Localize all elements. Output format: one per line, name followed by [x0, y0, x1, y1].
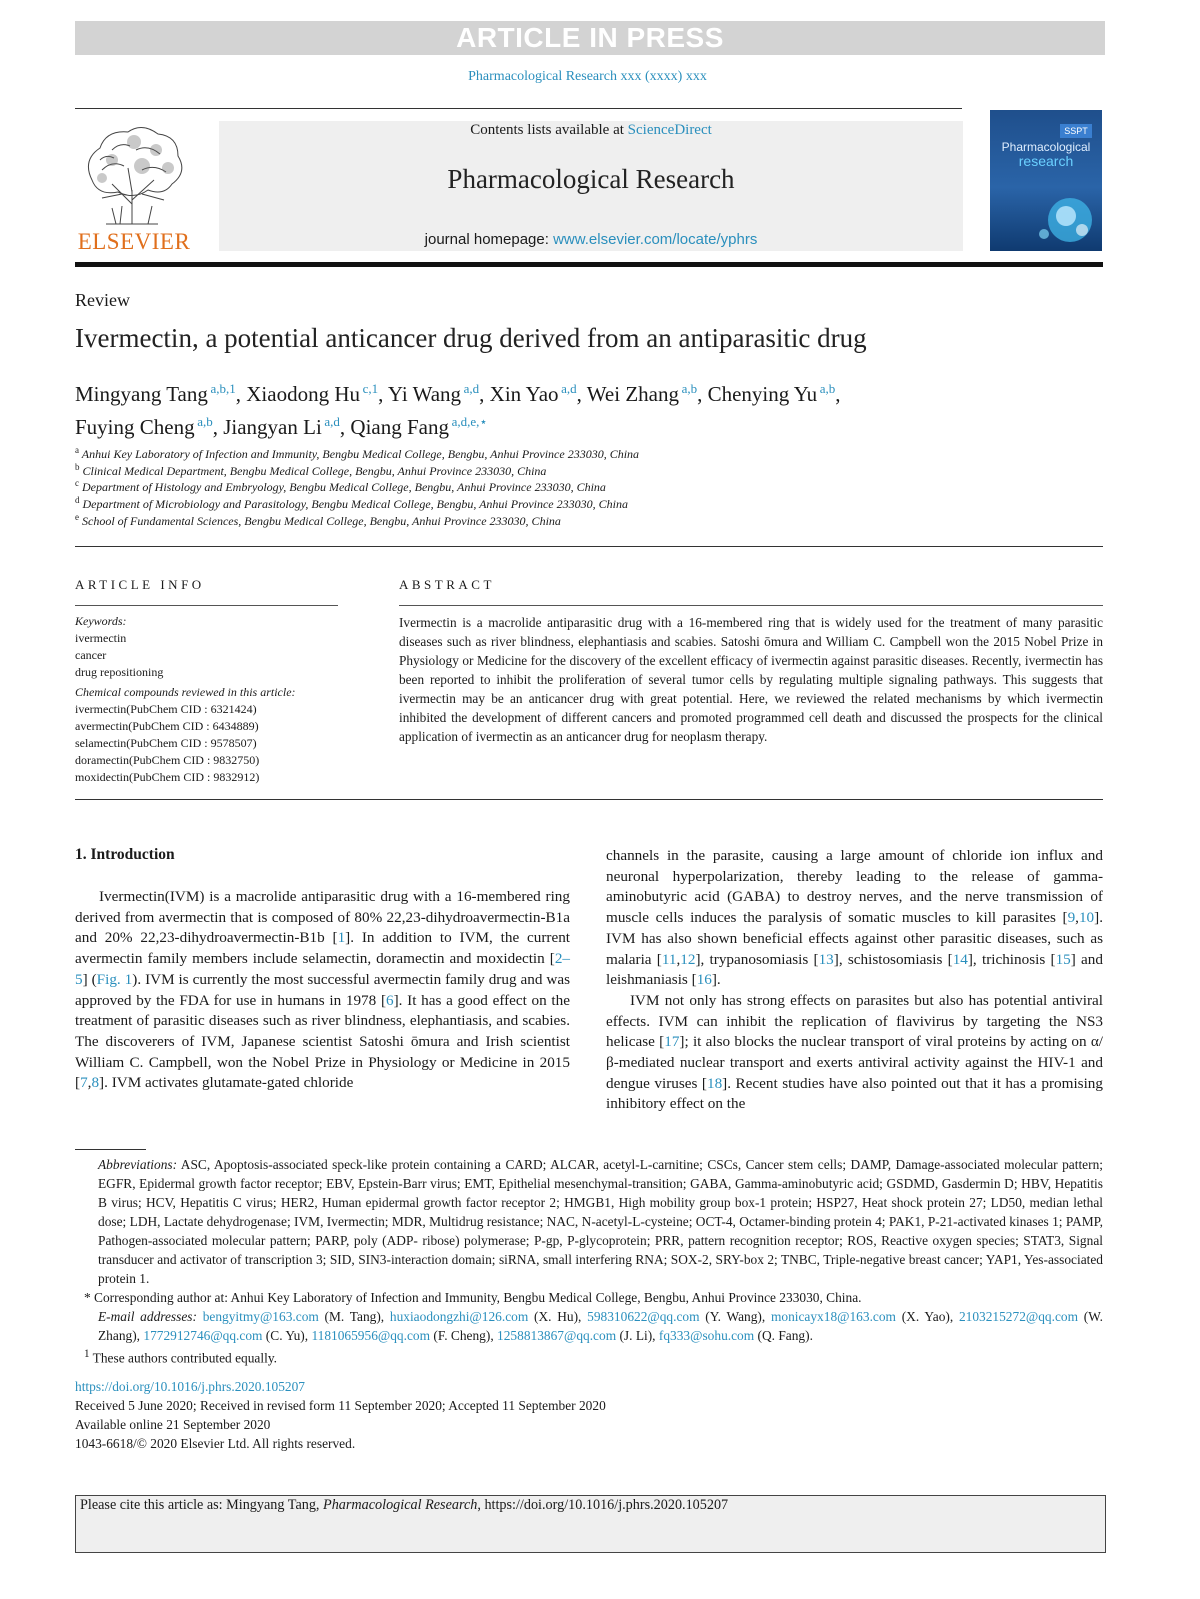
affiliation-key: c: [75, 478, 79, 488]
author-name[interactable]: Chenying Yu: [707, 382, 818, 406]
body-text: ], trichinosis [: [967, 950, 1056, 968]
body-text: ]. It has a good effect on the treatment of parasitic diseases such as river blindness, elephantiasis, and scabies. The discoverers of IVM, Japanese scientist Satoshi ōmura and Irish scientist William C. Campbell, won the Nobel Prize in Physiology or Medicine in 2015 [: [75, 991, 570, 1092]
cite-prefix: Please cite this article as: Mingyang Tang,: [80, 1497, 324, 1513]
header-rule: [75, 108, 962, 109]
journal-homepage-line: [219, 231, 963, 248]
body-text: ]. IVM has also shown beneficial effects against other parasitic diseases, such as malaria [: [606, 909, 1103, 968]
citation-link[interactable]: 15: [1055, 950, 1071, 968]
citation-link[interactable]: 2–5: [75, 950, 570, 988]
abstract-heading: ABSTRACT: [399, 577, 495, 592]
cover-molecule-art: [1030, 190, 1098, 246]
chemicals-label: Chemical compounds reviewed in this article:: [75, 685, 296, 699]
email-owner: (Q. Fang).: [754, 1328, 813, 1343]
author-affiliation-marks[interactable]: a,d: [461, 381, 480, 396]
chemical-compound: doramectin(PubChem CID : 9832750): [75, 753, 260, 767]
email-link[interactable]: 1181065956@qq.com: [311, 1328, 431, 1343]
contents-prefix: Contents lists available at: [470, 122, 628, 138]
email-link[interactable]: monicayx18@163.com: [770, 1309, 896, 1324]
sciencedirect-link[interactable]: ScienceDirect: [627, 122, 712, 138]
affiliation-key: a: [75, 445, 79, 455]
homepage-link[interactable]: www.elsevier.com/locate/yphrs: [553, 231, 758, 248]
body-text: ] and leishmaniasis [: [606, 950, 1103, 989]
footnotes: [75, 1155, 1103, 1367]
affiliation-e: [75, 512, 561, 529]
cite-suffix: , https://doi.org/10.1016/j.phrs.2020.105207: [477, 1497, 729, 1513]
affiliation-b: [75, 462, 546, 479]
body-text: ]. IVM activates glutamate-gated chloride: [99, 1074, 354, 1092]
homepage-prefix: journal homepage:: [424, 231, 554, 248]
received-dates: Received 5 June 2020; Received in revised form 11 September 2020; Accepted 11 September 2020: [75, 1398, 606, 1413]
keyword: cancer: [75, 648, 107, 662]
affiliation-text: Department of Microbiology and Parasitology, Bengbu Medical College, Bengbu, Anhui Province 233030, China: [82, 497, 628, 511]
body-text: ] (: [82, 970, 97, 988]
publication-info: [75, 1377, 606, 1453]
body-text: ]; it also blocks the nuclear transport of viral proteins by acting on α/β-mediated nuclear transport and exerts antiviral activity against the HIV-1 and dengue viruses [: [606, 1033, 1103, 1092]
affiliation-text: Department of Histology and Embryology, Bengbu Medical College, Bengbu, Anhui Province 233030, China: [82, 480, 606, 494]
affiliation-key: d: [75, 495, 80, 505]
publisher-name: ELSEVIER: [77, 229, 191, 254]
author-separator: ,: [697, 382, 708, 406]
citation-link[interactable]: 9: [1067, 909, 1076, 927]
email-owner: (X. Yao),: [895, 1309, 959, 1324]
author-affiliation-marks[interactable]: a,b: [678, 381, 698, 396]
citation-link[interactable]: 13: [818, 950, 834, 968]
contents-available-line: [219, 122, 963, 139]
equal-contribution-footnote: [75, 1345, 1103, 1367]
email-owner: (X. Hu),: [528, 1309, 588, 1324]
abstract-rule: [399, 605, 1103, 606]
email-owner: (M. Tang),: [318, 1309, 390, 1324]
cite-journal: Pharmacological Research: [323, 1497, 478, 1513]
doi-link[interactable]: https://doi.org/10.1016/j.phrs.2020.105207: [75, 1379, 306, 1394]
email-owner: (F. Cheng),: [430, 1328, 498, 1343]
affiliation-d: [75, 495, 628, 512]
citation-link[interactable]: 12: [680, 950, 696, 968]
author-name[interactable]: Yi Wang: [387, 382, 462, 406]
author-separator: ,: [339, 415, 351, 439]
keyword: ivermectin: [75, 631, 127, 645]
body-text: ,: [87, 1074, 92, 1092]
author-affiliation-marks[interactable]: a,b: [817, 381, 836, 396]
citation-box: [75, 1495, 1106, 1553]
intro-paragraph-1-continued: [606, 846, 1103, 991]
citation-link[interactable]: 16: [696, 971, 712, 989]
body-text: ], schistosomiasis [: [833, 950, 953, 968]
citation-link[interactable]: 17: [664, 1033, 680, 1051]
author-list: [75, 375, 1105, 441]
citation-link[interactable]: 6: [386, 991, 394, 1009]
citation-link[interactable]: 14: [952, 950, 968, 968]
chemical-compound: moxidectin(PubChem CID : 9832912): [75, 770, 260, 784]
affiliation-text: Anhui Key Laboratory of Infection and Immunity, Bengbu Medical College, Bengbu, Anhui Province 233030, China: [81, 447, 640, 461]
abstract-text: Ivermectin is a macrolide antiparasitic drug with a 16-membered ring that is widely used for the treatment of many parasitic diseases such as river blindness, elephantiasis and scabies. Satoshi ōmura and William C. Campbell won the 2015 Nobel Prize in Physiology or Medicine for the discovery of the excellent efficacy of ivermectin against parasitic diseases. Recently, ivermectin has been reported to inhibit the proliferation of several tumor cells by regulating multiple signaling pathways. This suggests that ivermectin may be an anticancer drug with great potential. Here, we reviewed the related mechanisms by which ivermectin inhibited the development of different cancers and promoted programmed cell death and discussed the prospects for the clinical application of ivermectin as an anticancer drug for neoplasm therapy.: [399, 615, 1103, 744]
body-text: Ivermectin(IVM) is a macrolide antiparasitic drug with a 16-membered ring derived from avermectin that is composed of 80% 22,23-dihydroavermectin-B1a and 20% 22,23-dihydroavermectin-B1b [: [75, 888, 570, 947]
author-name[interactable]: Xiaodong Hu: [246, 382, 361, 406]
affiliation-key: e: [75, 512, 79, 522]
chemical-compound: selamectin(PubChem CID : 9578507): [75, 736, 257, 750]
journal-title: Pharmacological Research: [447, 164, 735, 194]
citation-link[interactable]: 11: [661, 950, 677, 968]
author-affiliation-marks[interactable]: a,b,1: [207, 381, 236, 396]
author-name[interactable]: Jiangyan Li: [223, 415, 322, 439]
author-affiliation-marks[interactable]: a,d: [558, 381, 577, 396]
email-owner: (C. Yu),: [262, 1328, 312, 1343]
author-affiliation-marks[interactable]: a,b: [194, 414, 213, 429]
cover-title-line-2: research: [1018, 153, 1074, 169]
chemical-compound: avermectin(PubChem CID : 6434889): [75, 719, 259, 733]
footnote-rule: [75, 1149, 146, 1150]
affiliation-rule: [75, 546, 1103, 547]
email-label: E-mail addresses:: [98, 1309, 203, 1324]
affiliation-key: b: [75, 462, 80, 472]
email-link[interactable]: 598310622@qq.com: [587, 1309, 700, 1324]
email-link[interactable]: 2103215272@qq.com: [958, 1309, 1079, 1324]
author-separator: ,: [479, 382, 490, 406]
author-separator: ,: [378, 382, 388, 406]
article-title: Ivermectin, a potential anticancer drug derived from an antiparasitic drug: [75, 323, 867, 353]
article-in-press-banner: ARTICLE IN PRESS: [75, 21, 1105, 55]
header-thick-rule: [75, 262, 1103, 267]
author-separator: ,: [835, 382, 841, 406]
journal-reference[interactable]: Pharmacological Research xxx (xxxx) xxx: [468, 69, 707, 84]
body-text: channels in the parasite, causing a large amount of chloride ion influx and neuronal hyperpolarization, thereby leading to the release of gamma-aminobutyric acid (GABA) to destroy nerves, and the nerve transmission of muscle cells induces the paralysis of somatic muscles to kill parasites [: [606, 847, 1103, 927]
author-name[interactable]: Wei Zhang: [586, 382, 679, 406]
body-text: ]. In addition to IVM, the current avermectin family members include selamectin, doramectin and moxidectin [: [75, 929, 571, 968]
available-online: Available online 21 September 2020: [75, 1417, 271, 1432]
abbreviations-label: Abbreviations:: [98, 1157, 178, 1172]
author-affiliation-marks[interactable]: a,d: [321, 414, 340, 429]
email-owner: (W. Zhang),: [98, 1309, 1103, 1343]
cover-badge: SSPT: [1060, 124, 1092, 138]
author-separator: ,: [212, 415, 224, 439]
citation-link[interactable]: Fig. 1: [96, 970, 133, 988]
email-link[interactable]: fq333@sohu.com: [658, 1328, 755, 1343]
intro-paragraph-2: [606, 991, 1103, 1115]
chemical-compound: ivermectin(PubChem CID : 6321424): [75, 702, 257, 716]
citation-link[interactable]: 10: [1078, 909, 1095, 927]
body-text: ). IVM is currently the most successful avermectin family drug and was approved by the FDA for use in humans in 1978 [: [75, 970, 570, 1009]
email-footnote: [75, 1307, 1103, 1345]
body-text: ].: [711, 971, 721, 989]
affiliation-text: Clinical Medical Department, Bengbu Medical College, Bengbu, Anhui Province 233030, China: [82, 464, 547, 478]
body-column-left: [75, 887, 570, 1094]
keywords-label: Keywords:: [75, 614, 127, 628]
equal-mark: 1: [84, 1348, 90, 1360]
author-affiliation-marks[interactable]: c,1: [360, 381, 379, 396]
body-text: ,: [1075, 909, 1079, 927]
citation-link[interactable]: 1: [337, 929, 346, 947]
email-link[interactable]: bengyitmy@163.com: [202, 1309, 319, 1324]
citation-link[interactable]: 18: [706, 1074, 723, 1092]
cover-title-line-1: Pharmacological: [1001, 140, 1091, 154]
author-name[interactable]: Xin Yao: [489, 382, 559, 406]
body-text: ,: [676, 950, 681, 968]
corresponding-mark: *: [84, 1290, 91, 1305]
email-link[interactable]: 1772912746@qq.com: [143, 1328, 263, 1343]
abbreviations-footnote: [75, 1155, 1103, 1288]
author-name[interactable]: Mingyang Tang: [75, 382, 208, 406]
abbreviations-text: ASC, Apoptosis-associated speck-like protein containing a CARD; ALCAR, acetyl-L-carnitine; CSCs, Cancer stem cells; DAMP, Damage-associated molecular pattern; EGFR, Epidermal growth factor receptor; EBV, Epstein-Barr virus; EMT, Epithelial mesenchymal-transition; GABA, Gamma-aminobutyric acid; GSDMD, Gasdermin D; HBV, Hepatitis B virus; HCV, Hepatitis C virus; HER2, Human epidermal growth factor receptor 2; HMGB1, High mobility group box-1 protein; HSP27, Heat shock protein 27; LD50, median lethal dose; LDH, Lactate dehydrogenase; IVM, Ivermectin; MDR, Multidrug resistance; NAC, N-acetyl-L-cysteine; OCT-4, Octamer-binding protein 4; PAK1, P-21-activated kinases 1; PAMP, Pathogen-associated molecular pattern; PARP, poly (ADP- ribose) polymerase; P-gp, P-glycoprotein; PRR, pattern recognition receptor; ROS, Reactive oxygen species; STAT3, Signal transducer and activator of transcription 3; SID, SIN3-interaction domain; siRNA, small interfering RNA; SOX-2, SRY-box 2; TNBC, Triple-negative breast cancer; YAP1, Yes-associated protein 1.: [98, 1157, 1103, 1286]
body-text: ], trypanosomiasis [: [695, 950, 819, 968]
author-name[interactable]: Fuying Cheng: [75, 415, 195, 439]
article-type: Review: [75, 290, 130, 310]
citation-link[interactable]: 8: [91, 1074, 100, 1092]
affiliation-c: [75, 478, 606, 495]
section-heading-introduction: 1. Introduction: [75, 846, 175, 863]
copyright: 1043-6618/© 2020 Elsevier Ltd. All rights reserved.: [75, 1436, 356, 1451]
body-column-right: [606, 846, 1103, 1115]
intro-paragraph-1: [75, 887, 570, 1094]
author-affiliation-marks[interactable]: a,d,e,⋆: [448, 414, 488, 429]
affiliation-text: School of Fundamental Sciences, Bengbu Medical College, Bengbu, Anhui Province 233030, China: [82, 514, 561, 528]
author-name[interactable]: Qiang Fang: [350, 415, 449, 439]
article-info-heading: ARTICLE INFO: [75, 577, 205, 592]
body-rule: [75, 799, 1103, 800]
email-link[interactable]: 1258813867@qq.com: [497, 1328, 617, 1343]
corresponding-footnote: [75, 1288, 1103, 1307]
citation-link[interactable]: 7: [80, 1074, 88, 1092]
email-owner: (Y. Wang),: [699, 1309, 771, 1324]
author-separator: ,: [576, 382, 587, 406]
author-separator: ,: [235, 382, 247, 406]
keywords-panel: [75, 613, 338, 786]
corresponding-text: Corresponding author at: Anhui Key Laboratory of Infection and Immunity, Bengbu Medical College, Bengbu, Anhui Province 233030, China.: [90, 1290, 862, 1305]
equal-text: These authors contributed equally.: [89, 1350, 277, 1366]
email-link[interactable]: huxiaodongzhi@126.com: [389, 1309, 529, 1324]
affiliation-a: [75, 445, 639, 462]
keyword: drug repositioning: [75, 665, 164, 679]
body-text: IVM not only has strong effects on parasites but also has potential antiviral effects. IVM can inhibit the replication of flavivirus by targeting the NS3 helicase [: [606, 991, 1103, 1051]
email-owner: (J. Li),: [616, 1328, 659, 1343]
body-text: ]. Recent studies have also pointed out that it has a promising inhibitory effect on the: [606, 1074, 1103, 1113]
article-info-rule: [75, 605, 338, 606]
